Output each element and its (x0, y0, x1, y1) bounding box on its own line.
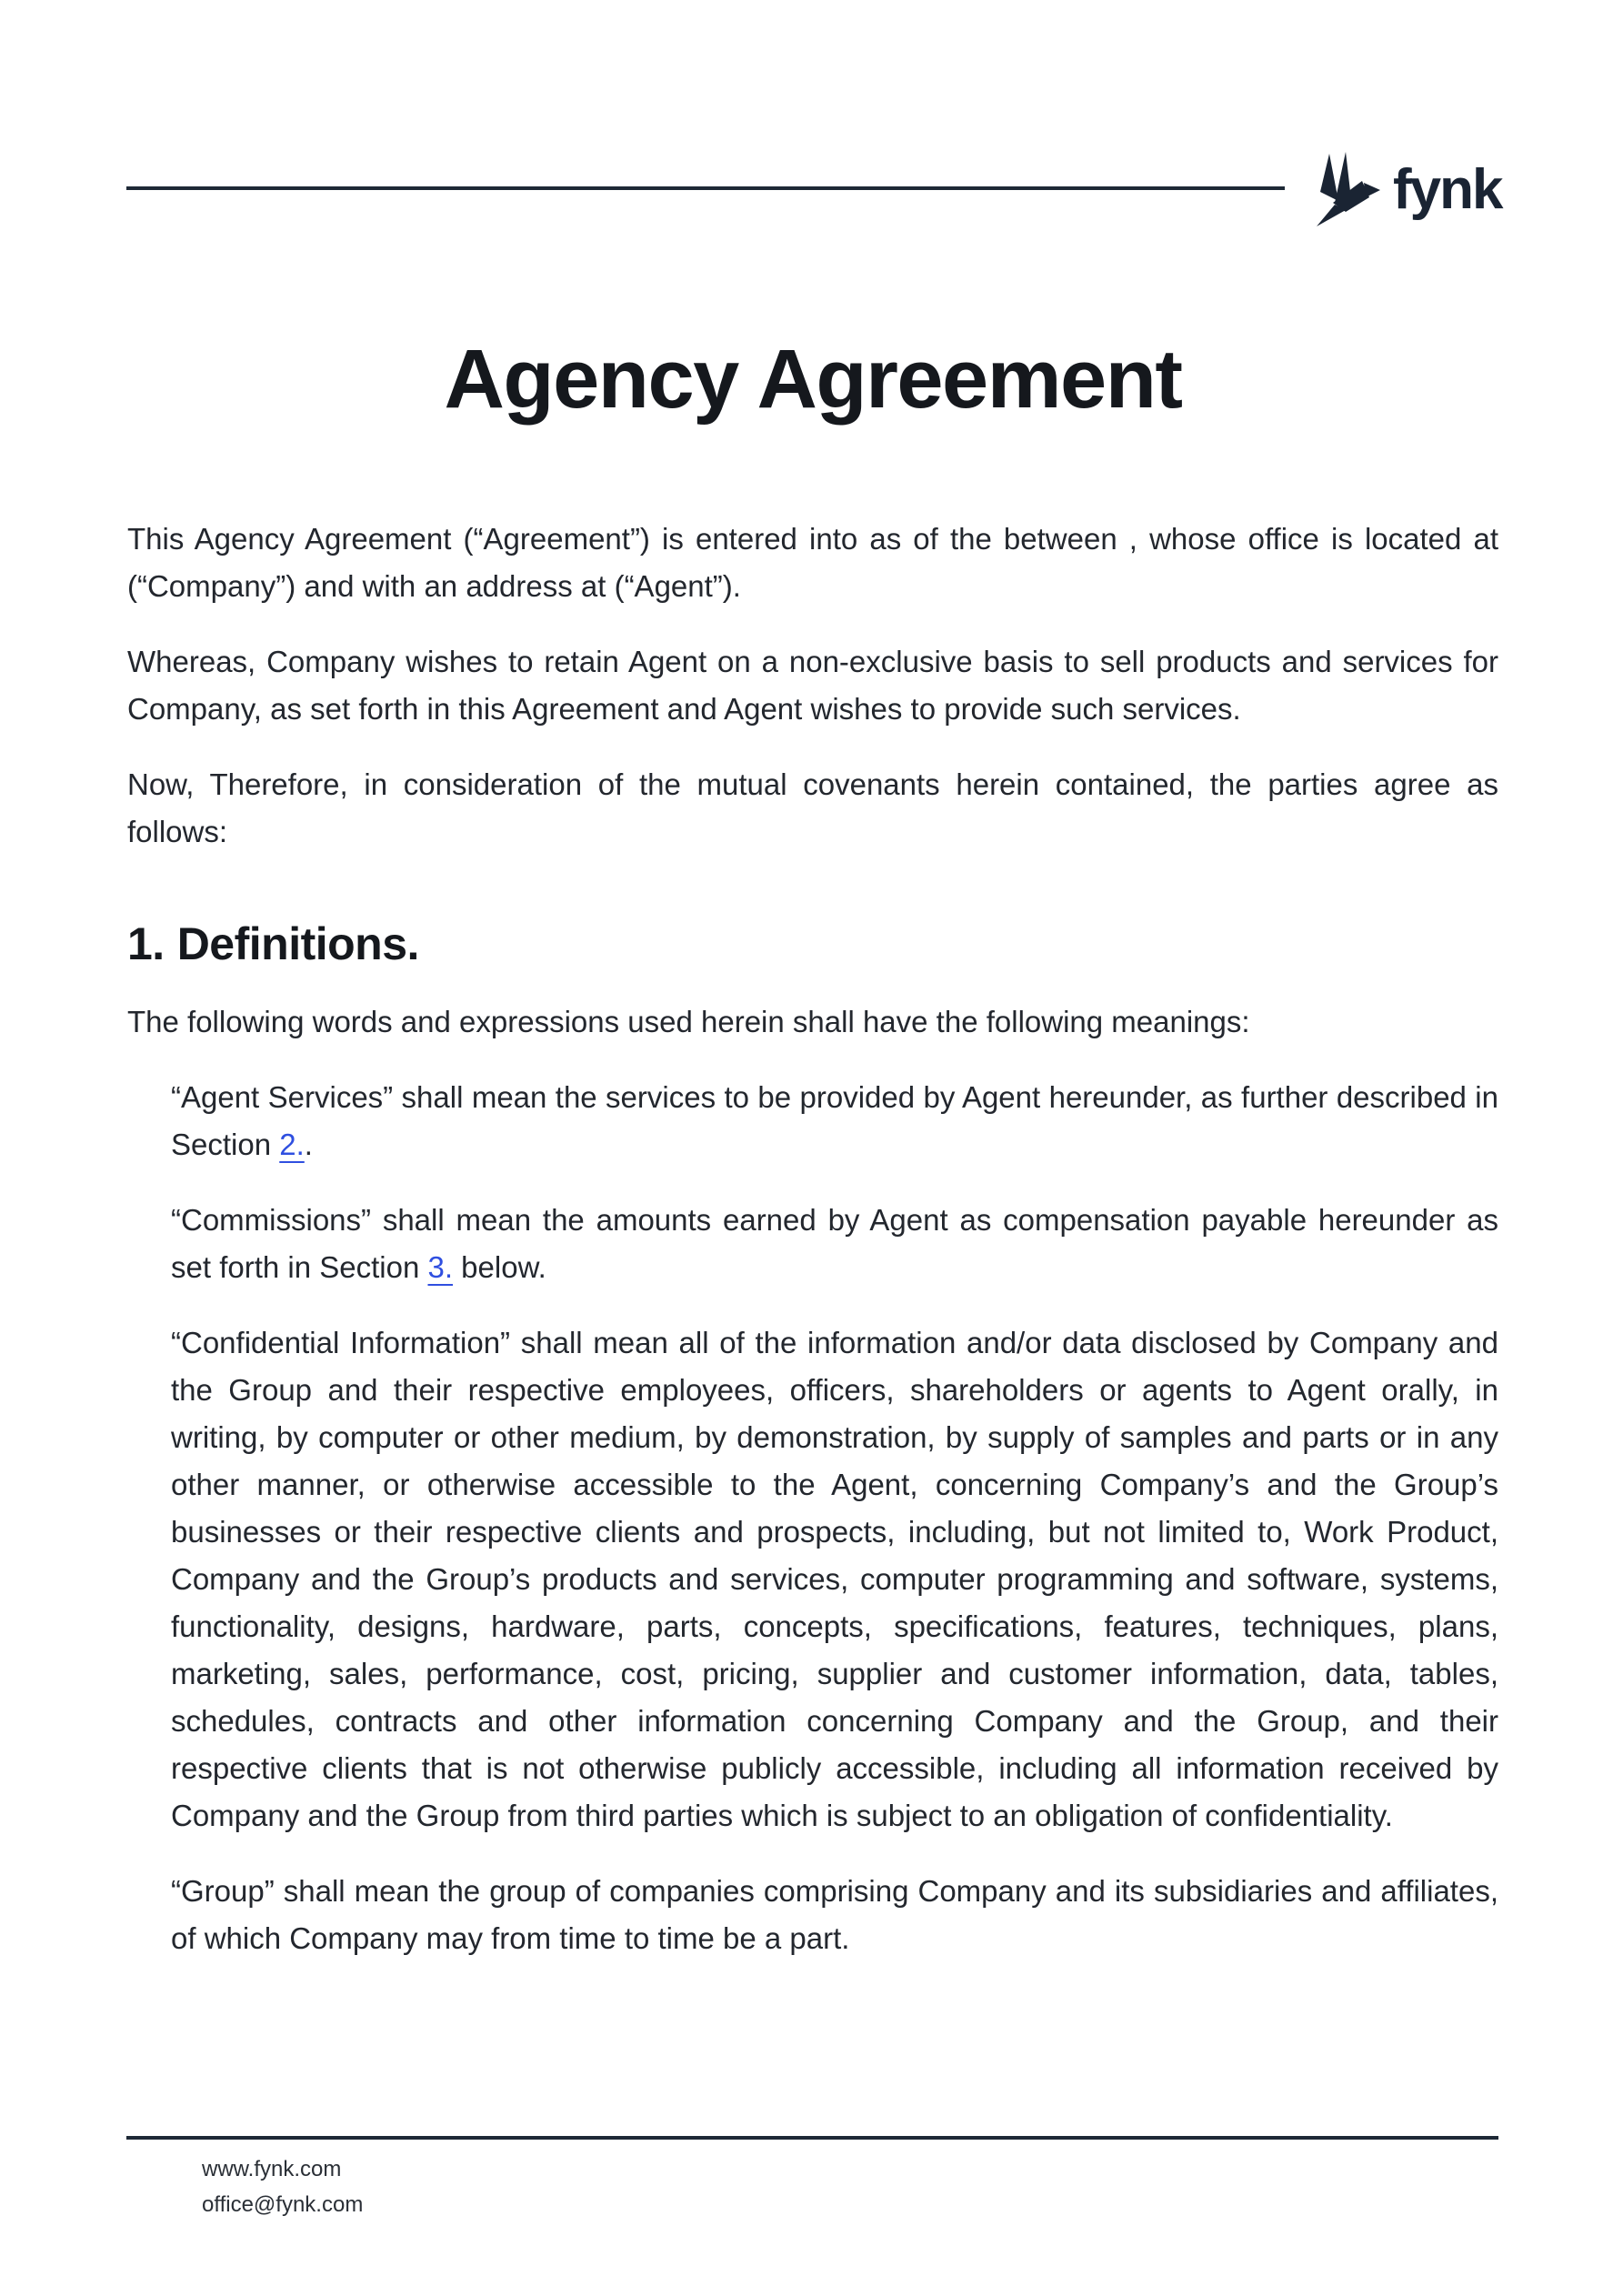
footer-website: www.fynk.com (202, 2157, 342, 2181)
page-title: Agency Agreement (444, 333, 1182, 426)
footer-email: office@fynk.com (202, 2192, 364, 2217)
intro-paragraph-3: Now, Therefore, in consideration of the mutual covenants herein contained, the parties agree as follows: (127, 767, 1498, 848)
definition-text: “Group” shall mean the group of companies comprising Company and its subsidiaries and affiliates, of which Company may from time to time be a part. (171, 1874, 1498, 1955)
definition-text-after: below. (453, 1250, 546, 1284)
section-2-link[interactable]: 2. (279, 1128, 305, 1161)
definition-paragraph-commissions (127, 1197, 1498, 1291)
footer-divider (126, 2136, 1498, 2140)
definition-text: “Confidential Information” shall mean all of the information and/or data disclosed by Company and the Group and their respective employees, officers, shareholders or agents to Agent orally, in writing, by computer or other medium, by demonstration, by supply of samples and parts or in any other manner, or otherwise accessible to the Agent, concerning Company’s and the Group’s businesses or their respective clients and prospects, including, but not limited to, Work Product, Company and the Group’s products and services, computer programming and software, systems, functionality, designs, hardware, parts, concepts, specifications, features, techniques, plans, marketing, sales, performance, cost, pricing, supplier and customer information, data, tables, schedules, contracts and other information concerning Company and the Group, and their respective clients that is not otherwise publicly accessible, including all information received by Company and the Group from third parties which is subject to an obligation of confidentiality. (171, 1326, 1498, 1832)
footer (202, 2151, 363, 2222)
document-body (127, 0, 1498, 1990)
definition-paragraph-group (127, 1868, 1498, 1962)
definition-paragraph-agent-services (127, 1074, 1498, 1168)
section-heading (127, 917, 1498, 971)
fynk-wordmark: fynk (1393, 158, 1502, 221)
definition-text-after: . (304, 1128, 313, 1161)
section-heading-text: Definitions. (176, 918, 419, 969)
intro-paragraph-1: This Agency Agreement (“Agreement”) is entered into as of the between , whose office is located at (“Company”) and with an address at (“Agent”). (127, 522, 1498, 603)
definition-text: “Commissions” shall mean the amounts earned by Agent as compensation payable hereunder as set forth in Section (171, 1203, 1498, 1284)
section-3-link[interactable]: 3. (427, 1250, 454, 1284)
section-lead: The following words and expressions used herein shall have the following meanings: (127, 1005, 1250, 1038)
definition-text: “Agent Services” shall mean the services to be provided by Agent hereunder, as further described in Section (171, 1080, 1498, 1161)
section-number: 1. (127, 918, 165, 969)
intro-paragraph-2: Whereas, Company wishes to retain Agent on a non-exclusive basis to sell products and services for Company, as set forth in this Agreement and Agent wishes to provide such services. (127, 645, 1498, 726)
definition-paragraph-confidential-information (127, 1319, 1498, 1840)
